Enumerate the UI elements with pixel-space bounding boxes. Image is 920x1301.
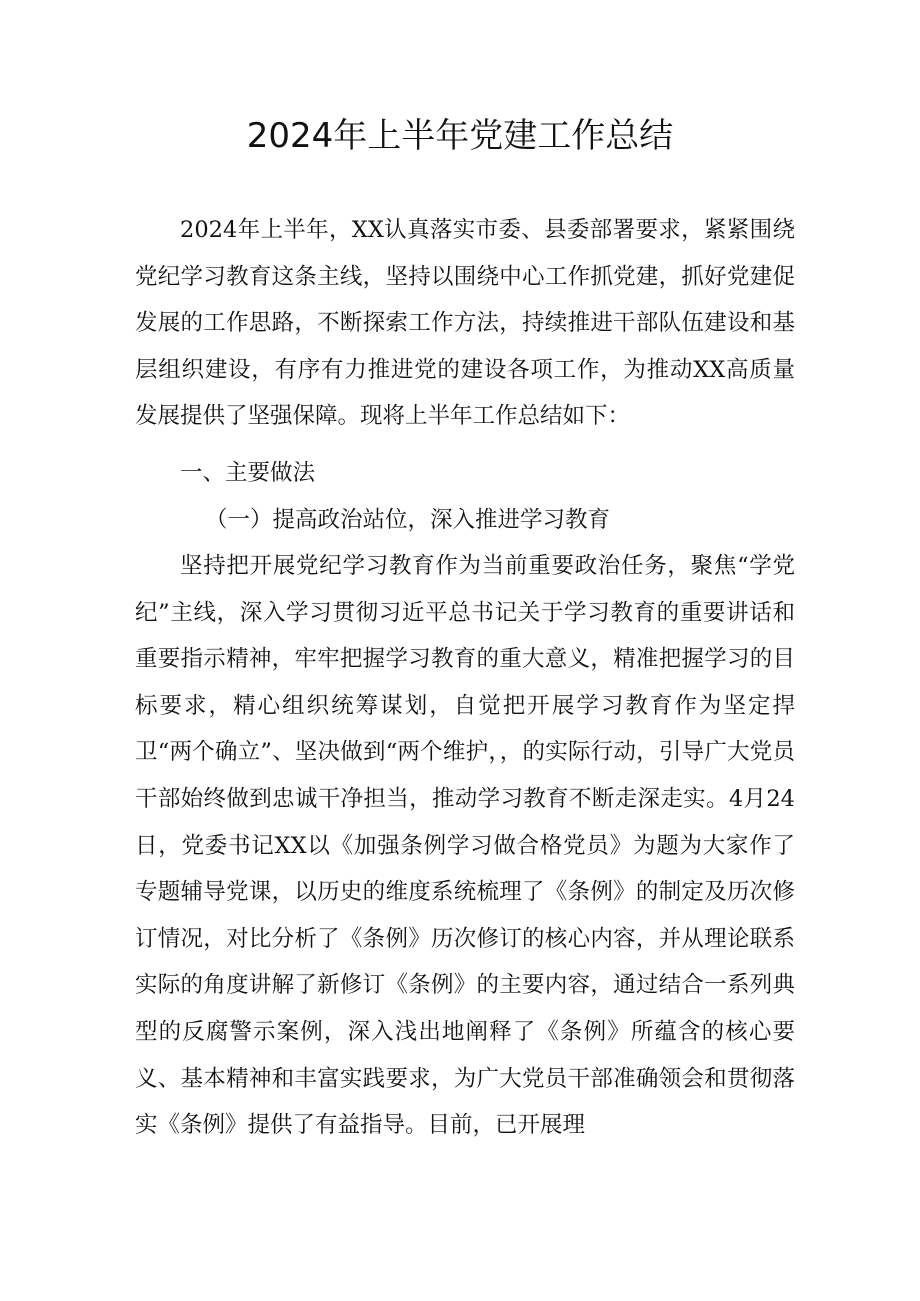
document-title: 2024年上半年党建工作总结 [246, 116, 674, 156]
body-paragraph: 坚持把开展党纪学习教育作为当前重要政治任务，聚焦“学党纪”主线，深入学习贯彻习近平总书记关于学习教育的重要讲话和重要指示精神，牢牢把握学习教育的重大意义，精准把握学习的目标要求，精心组织统筹谋划，自觉把开展学习教育作为坚定捍卫“两个确立”、坚决做到“两个维护，，的实际行动，引导广大党员干部始终做到忠诚干净担当，推动学习教育不断走深走实。4月24日，党委书记XX以《加强条例学习做合格党员》为题为大家作了专题辅导党课，以历史的维度系统梳理了《条例》的制定及历次修订情况，对比分析了《条例》历次修订的核心内容，并从理论联系实际的角度讲解了新修订《条例》的主要内容，通过结合一系列典型的反腐警示案例，深入浅出地阐释了《条例》所蕴含的核心要义、基本精神和丰富实践要求，为广大党员干部准确领会和贯彻落实《条例》提供了有益指导。目前，已开展理 [135, 553, 795, 1139]
intro-paragraph: 2024年上半年，XX认真落实市委、县委部署要求，紧紧围绕党纪学习教育这条主线，坚持以围绕中心工作抓党建，抓好党建促发展的工作思路，不断探索工作方法，持续推进干部队伍建设和基层组织建设，有序有力推进党的建设各项工作，为推动XX高质量发展提供了坚强保障。现将上半年工作总结如下： [135, 217, 795, 430]
section-heading: 一、主要做法 [180, 460, 316, 486]
subsection-heading: （一）提高政治站位，深入推进学习教育 [205, 507, 611, 533]
